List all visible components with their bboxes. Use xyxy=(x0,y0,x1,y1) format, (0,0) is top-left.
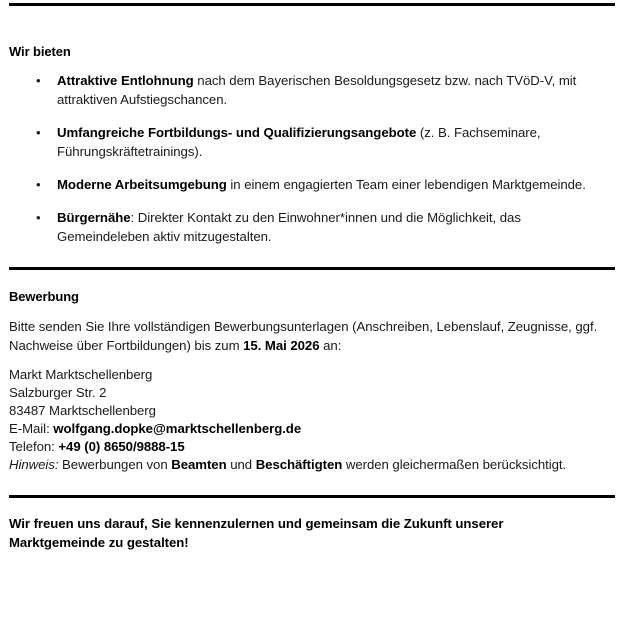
list-item xyxy=(9,71,615,109)
spacer xyxy=(9,474,615,495)
address-street: Salzburger Str. 2 xyxy=(9,385,107,400)
note-label: Hinweis: xyxy=(9,457,59,472)
application-deadline: 15. Mai 2026 xyxy=(243,338,320,353)
address-organization: Markt Marktschellenberg xyxy=(9,367,153,382)
benefit-rest: (z. B. Fachseminare, Führungskräftetrainings). xyxy=(57,125,541,159)
benefit-lead: Attraktive Entlohnung xyxy=(57,73,194,88)
benefit-rest: nach dem Bayerischen Besoldungsgesetz bzw. nach TVöD-V, mit attraktiven Aufstiegschancen. xyxy=(57,73,577,107)
spacer xyxy=(9,6,615,43)
section-heading-offer: Wir bieten xyxy=(9,44,71,59)
benefit-rest: : Direkter Kontakt zu den Einwohner*innen und die Möglichkeit, das Gemeindeleben aktiv mitzugestalten. xyxy=(57,210,521,244)
bullet-icon: • xyxy=(36,177,41,192)
section-heading-application: Bewerbung xyxy=(9,289,79,304)
note-bold-beamten: Beamten xyxy=(171,457,227,472)
list-item xyxy=(9,175,615,194)
contact-email-row xyxy=(9,420,615,438)
application-intro xyxy=(9,317,615,355)
benefit-lead: Umfangreiche Fortbildungs- und Qualifizierungsangebote xyxy=(57,125,417,140)
closing-statement: Wir freuen uns darauf, Sie kennenzulernen und gemeinsam die Zukunft unserer Marktgemeinde zu gestalten! xyxy=(9,516,504,550)
bullet-icon: • xyxy=(36,73,41,88)
phone-label: Telefon: xyxy=(9,439,59,454)
spacer xyxy=(9,246,615,267)
benefit-rest: in einem engagierten Team einer lebendigen Marktgemeinde. xyxy=(226,177,586,192)
benefit-lead: Bürgernähe xyxy=(57,210,131,225)
benefits-list xyxy=(9,71,615,246)
list-item xyxy=(9,123,615,161)
spacer xyxy=(9,305,615,317)
spacer xyxy=(9,60,615,71)
spacer xyxy=(9,498,615,514)
email-label: E-Mail: xyxy=(9,421,54,436)
application-intro-before: Bitte senden Sie Ihre vollständigen Bewerbungsunterlagen (Anschreiben, Lebenslauf, Zeugnisse, ggf. Nachweise über Fortbildungen) bis zum xyxy=(9,319,598,353)
address-city: 83487 Marktschellenberg xyxy=(9,403,156,418)
contact-phone-row xyxy=(9,438,615,456)
phone-value[interactable]: +49 (0) 8650/9888-15 xyxy=(58,439,185,454)
list-item xyxy=(9,208,615,246)
application-intro-after: an: xyxy=(319,338,342,353)
note-bold-beschaeftigten: Beschäftigten xyxy=(255,457,343,472)
bullet-icon: • xyxy=(36,125,41,140)
spacer xyxy=(9,270,615,288)
note-part3: werden gleichermaßen berücksichtigt. xyxy=(342,457,567,472)
email-value[interactable]: wolfgang.dopke@marktschellenberg.de xyxy=(53,421,302,436)
benefit-lead: Moderne Arbeitsumgebung xyxy=(57,177,227,192)
note-part1: Bewerbungen von xyxy=(58,457,172,472)
note-row xyxy=(9,456,615,474)
spacer xyxy=(9,355,615,366)
job-posting-document xyxy=(0,3,638,619)
note-part2: und xyxy=(226,457,256,472)
bullet-icon: • xyxy=(36,210,41,225)
